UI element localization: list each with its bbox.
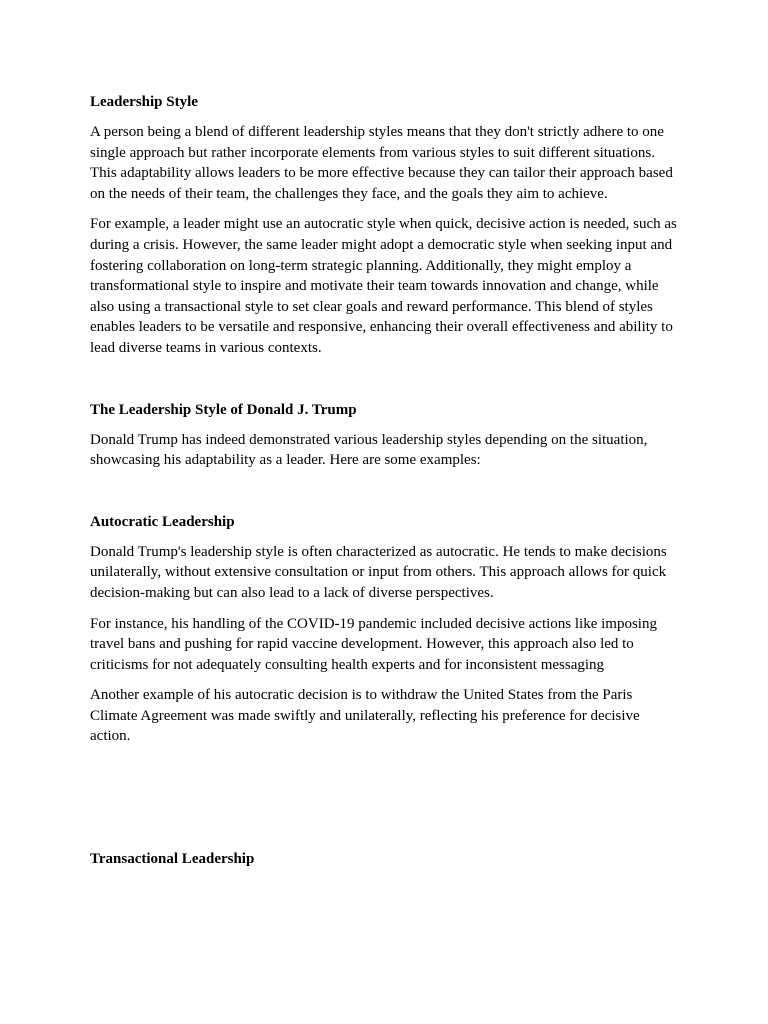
- section-transactional-leadership: [90, 849, 680, 869]
- section-autocratic-leadership: [90, 512, 680, 747]
- section-trump-leadership-style: [90, 400, 680, 471]
- document-page: [90, 92, 680, 869]
- paragraph: Donald Trump's leadership style is often characterized as autocratic. He tends to make decisions unilaterally, without extensive consultation or input from others. This approach allows for quick decision-making but can also lead to a lack of diverse perspectives.: [90, 543, 667, 601]
- section-heading: Transactional Leadership: [90, 851, 255, 868]
- paragraph: Another example of his autocratic decision is to withdraw the United States from the Paris Climate Agreement was made swiftly and unilaterally, reflecting his preference for decisive action.: [90, 687, 640, 745]
- paragraph: Donald Trump has indeed demonstrated various leadership styles depending on the situation, showcasing his adaptability as a leader. Here are some examples:: [90, 431, 648, 469]
- section-leadership-style: [90, 92, 680, 359]
- section-heading: The Leadership Style of Donald J. Trump: [90, 401, 357, 418]
- paragraph: A person being a blend of different leadership styles means that they don't strictly adhere to one single approach but rather incorporate elements from various styles to suit different situations. This adaptability allows leaders to be more effective because they can tailor their approach based on the needs of their team, the challenges they face, and the goals they aim to achieve.: [90, 124, 673, 202]
- paragraph: For instance, his handling of the COVID-19 pandemic included decisive actions like imposing travel bans and pushing for rapid vaccine development. However, this approach also led to criticisms for not adequately consulting health experts and for inconsistent messaging: [90, 615, 657, 673]
- paragraph: For example, a leader might use an autocratic style when quick, decisive action is needed, such as during a crisis. However, the same leader might adopt a democratic style when seeking input and fostering collaboration on long-term strategic planning. Additionally, they might employ a transformational style to inspire and motivate their team towards innovation and change, while also using a transactional style to set clear goals and reward performance. This blend of styles enables leaders to be versatile and responsive, enhancing their overall effectiveness and ability to lead diverse teams in various contexts.: [90, 216, 677, 356]
- section-heading: Autocratic Leadership: [90, 513, 235, 530]
- section-heading: Leadership Style: [90, 94, 198, 110]
